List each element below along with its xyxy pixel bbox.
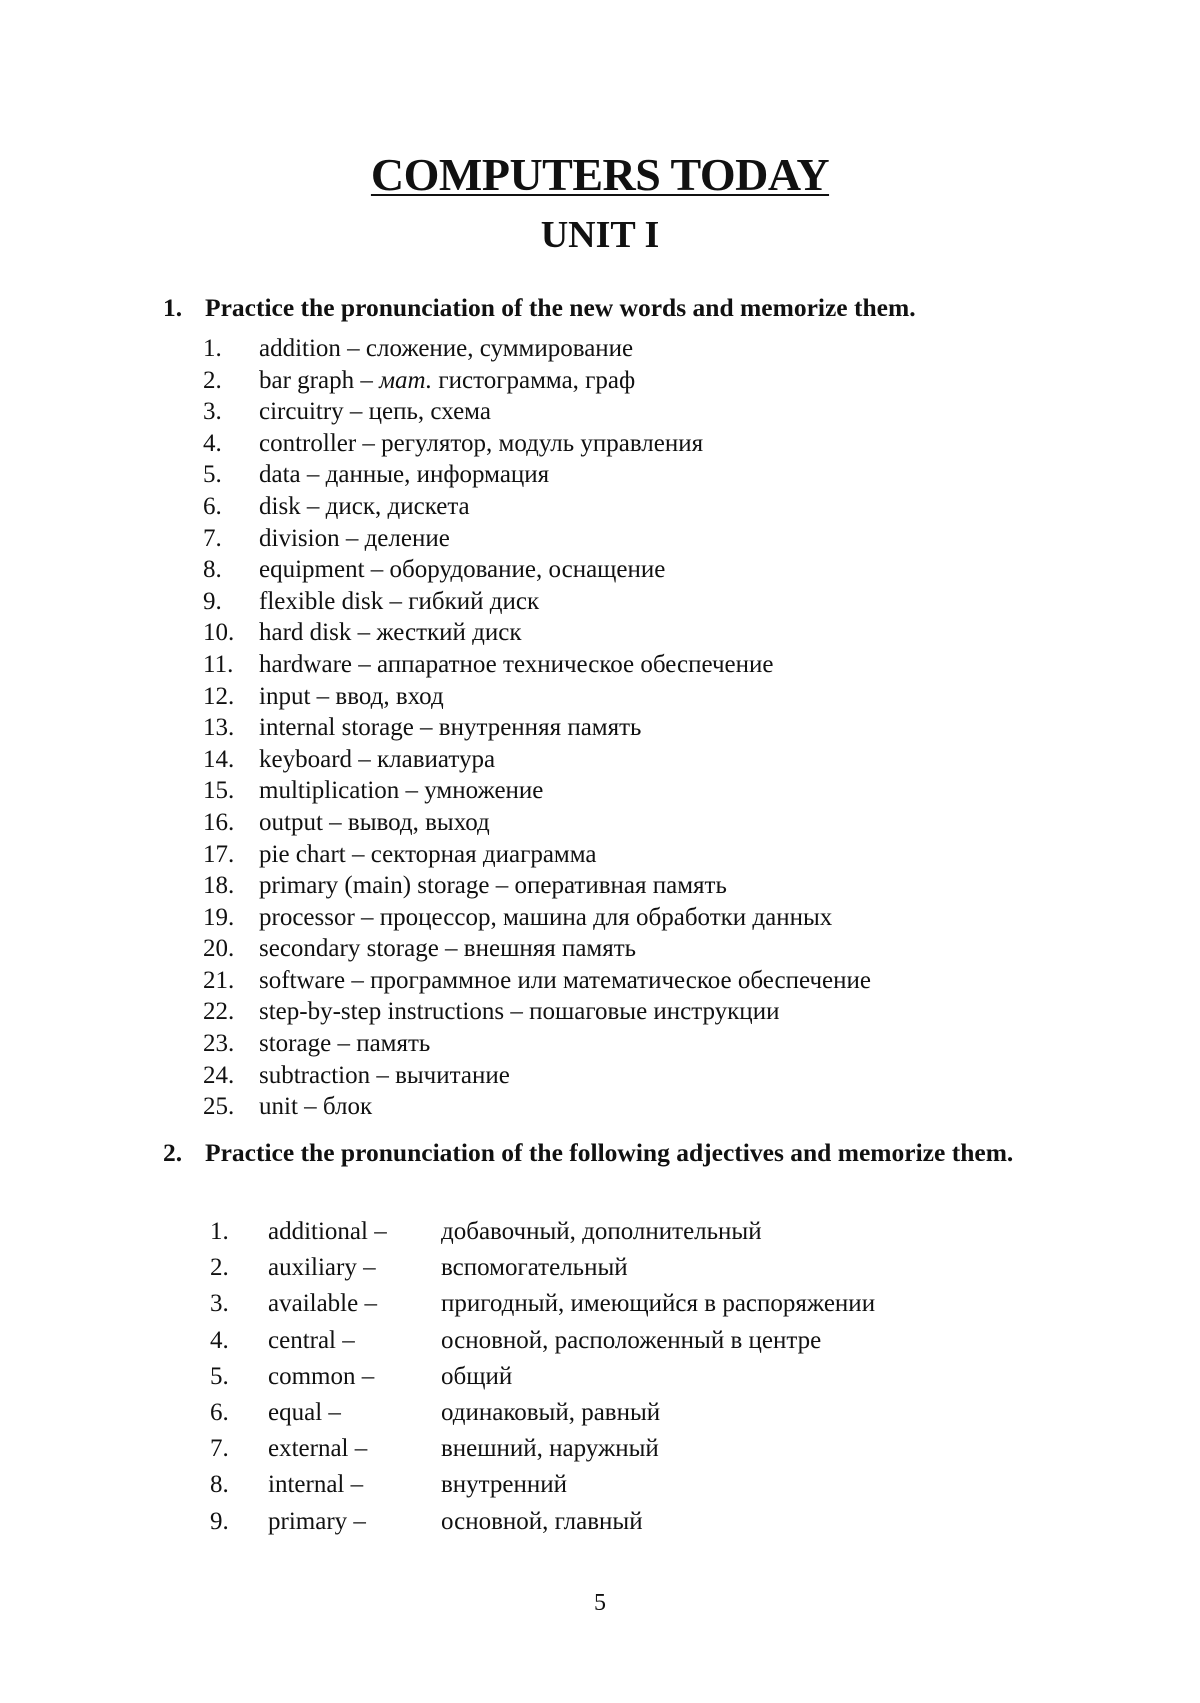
adjective-translation: добавочный, дополнительный xyxy=(441,1218,762,1245)
list-item-text: flexible disk – гибкий диск xyxy=(259,587,540,615)
list-item-number: 1. xyxy=(210,1218,229,1245)
list-item-number: 12. xyxy=(203,682,235,710)
list-item-text: data – данные, информация xyxy=(259,461,550,489)
list-item-number: 22. xyxy=(203,998,235,1026)
page-title: COMPUTERS TODAY xyxy=(370,149,830,200)
list-item-number: 5. xyxy=(210,1362,229,1390)
list-item-number: 9. xyxy=(203,587,222,615)
list-item xyxy=(0,712,1200,744)
section-2-heading-text: Practice the pronunciation of the following adjectives and memorize them. xyxy=(205,1138,1014,1167)
section-1-heading xyxy=(163,292,1063,324)
list-item-text: storage – память xyxy=(259,1030,431,1058)
list-item xyxy=(0,1091,1200,1123)
list-item-number: 14. xyxy=(203,745,235,773)
list-item-text: equipment – оборудование, оснащение xyxy=(259,556,666,584)
list-item-number: 5. xyxy=(203,461,222,489)
list-item-text: output – вывод, выход xyxy=(259,808,490,836)
list-item xyxy=(0,554,1200,586)
list-item-number: 24. xyxy=(203,1061,235,1089)
list-item xyxy=(0,1250,1200,1286)
unit-title: UNIT I xyxy=(540,214,660,256)
list-item-number: 7. xyxy=(210,1435,229,1463)
list-item xyxy=(0,807,1200,839)
adjective-term: available – xyxy=(268,1290,377,1318)
list-item-number: 1. xyxy=(203,335,222,362)
page-number: 5 xyxy=(594,1590,606,1616)
adjective-term: common – xyxy=(268,1362,375,1390)
adjective-term: auxiliary – xyxy=(268,1254,376,1282)
list-item-number: 19. xyxy=(203,903,235,931)
list-item xyxy=(0,1395,1200,1431)
list-item xyxy=(0,1214,1200,1250)
list-item-text: secondary storage – внешняя память xyxy=(259,935,637,963)
list-item-number: 10. xyxy=(203,619,235,647)
list-item xyxy=(0,491,1200,523)
list-item xyxy=(0,902,1200,934)
list-item xyxy=(0,428,1200,460)
list-item-number: 2. xyxy=(203,366,222,394)
vocabulary-list xyxy=(0,333,1200,1123)
list-item-text-part: bar graph – xyxy=(259,366,380,394)
list-item xyxy=(0,1060,1200,1092)
adjective-term: external – xyxy=(268,1435,368,1463)
list-item-number: 25. xyxy=(203,1093,235,1121)
list-item xyxy=(0,965,1200,997)
list-item xyxy=(0,1359,1200,1395)
adjective-translation: основной, главный xyxy=(441,1507,643,1535)
section-1-number: 1. xyxy=(163,293,183,322)
adjective-translation: внешний, наружный xyxy=(441,1435,659,1463)
list-item-text: disk – диск, дискета xyxy=(259,492,470,520)
list-item xyxy=(0,1431,1200,1467)
list-item-text: input – ввод, вход xyxy=(259,682,444,710)
list-item xyxy=(0,996,1200,1028)
section-1-heading-text: Practice the pronunciation of the new words and memorize them. xyxy=(205,293,916,322)
list-item xyxy=(0,1504,1200,1540)
adjective-term: additional – xyxy=(268,1218,387,1245)
list-item-number: 6. xyxy=(210,1398,229,1426)
adjective-translation: вспомогательный xyxy=(441,1254,628,1282)
list-item-number: 4. xyxy=(203,429,222,457)
list-item xyxy=(0,1028,1200,1060)
list-item-number: 4. xyxy=(210,1326,229,1354)
list-item xyxy=(0,744,1200,776)
list-item-text: hard disk – жесткий диск xyxy=(259,619,522,647)
list-item-number: 18. xyxy=(203,872,235,900)
list-item-number: 9. xyxy=(210,1507,229,1535)
list-item xyxy=(0,1323,1200,1359)
section-2-number: 2. xyxy=(163,1138,183,1167)
list-item-text: subtraction – вычитание xyxy=(259,1061,510,1089)
list-item-number: 11. xyxy=(203,650,234,678)
list-item-number: 6. xyxy=(203,492,222,520)
list-item-number: 2. xyxy=(210,1254,229,1282)
list-item-number: 8. xyxy=(203,556,222,584)
list-item-number: 15. xyxy=(203,777,235,805)
list-item-number: 17. xyxy=(203,840,235,868)
list-item-number: 21. xyxy=(203,966,235,994)
list-item-number: 3. xyxy=(203,398,222,426)
list-item-text: controller – регулятор, модуль управления xyxy=(259,429,704,457)
list-item-text: unit – блок xyxy=(259,1093,373,1121)
adjective-term: primary – xyxy=(268,1507,366,1535)
list-item-text: internal storage – внутренняя память xyxy=(259,714,642,742)
section-2-heading xyxy=(163,1137,1063,1169)
list-item xyxy=(0,933,1200,965)
list-item xyxy=(0,839,1200,871)
list-item-number: 3. xyxy=(210,1290,229,1318)
list-item-number: 20. xyxy=(203,935,235,963)
list-item-text-part: гистограмма, граф xyxy=(432,366,636,394)
list-item-text: keyboard – клавиатура xyxy=(259,745,496,773)
list-item-text: circuitry – цепь, схема xyxy=(259,398,491,426)
adjective-term: equal – xyxy=(268,1398,341,1426)
list-item-text: processor – процессор, машина для обработки данных xyxy=(259,903,833,931)
adjective-term: central – xyxy=(268,1326,355,1354)
list-item xyxy=(0,649,1200,681)
list-item-number: 23. xyxy=(203,1030,235,1058)
list-item xyxy=(0,1467,1200,1503)
list-item xyxy=(0,586,1200,618)
list-item-text: pie chart – секторная диаграмма xyxy=(259,840,597,868)
list-item-text: division – деление xyxy=(259,524,450,552)
adjectives-list xyxy=(0,1214,1200,1540)
adjective-translation: основной, расположенный в центре xyxy=(441,1326,822,1354)
list-item-number: 7. xyxy=(203,524,222,552)
adjective-translation: одинаковый, равный xyxy=(441,1398,661,1426)
list-item xyxy=(0,396,1200,428)
adjective-translation: внутренний xyxy=(441,1471,568,1499)
list-item-text: addition – сложение, суммирование xyxy=(259,335,634,362)
list-item xyxy=(0,681,1200,713)
list-item xyxy=(0,459,1200,491)
list-item-text: software – программное или математическое обеспечение xyxy=(259,966,871,994)
list-item-number: 8. xyxy=(210,1471,229,1499)
list-item xyxy=(0,870,1200,902)
list-item xyxy=(0,617,1200,649)
adjective-term: internal – xyxy=(268,1471,364,1499)
list-item-text: hardware – аппаратное техническое обеспечение xyxy=(259,650,774,678)
list-item-number: 13. xyxy=(203,714,235,742)
list-item-number: 16. xyxy=(203,808,235,836)
list-item xyxy=(0,333,1200,365)
list-item xyxy=(0,1286,1200,1322)
list-item xyxy=(0,365,1200,397)
list-item-text: step-by-step instructions – пошаговые инструкции xyxy=(259,998,780,1026)
list-item xyxy=(0,775,1200,807)
list-item-text xyxy=(259,365,635,397)
subject-abbreviation: мат. xyxy=(379,366,433,394)
list-item-text: primary (main) storage – оперативная память xyxy=(259,872,727,900)
adjective-translation: пригодный, имеющийся в распоряжении xyxy=(441,1290,876,1318)
list-item xyxy=(0,523,1200,555)
list-item-text: multiplication – умножение xyxy=(259,777,544,805)
adjective-translation: общий xyxy=(441,1362,513,1390)
